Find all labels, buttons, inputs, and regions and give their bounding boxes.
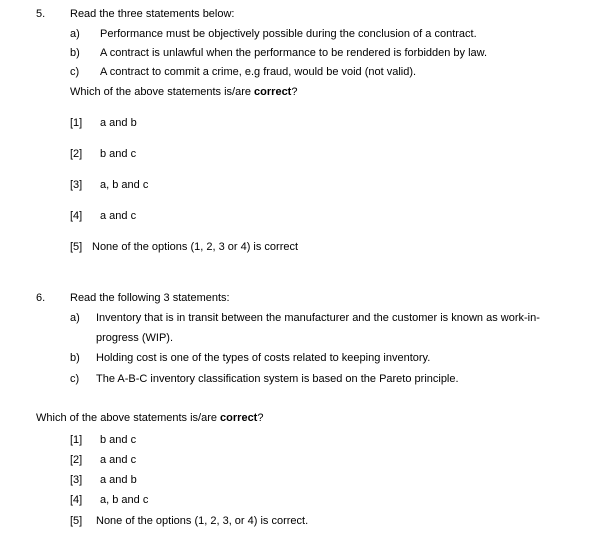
option-text: b and c <box>100 434 137 446</box>
prompt-bold: correct <box>254 86 292 98</box>
option-text: None of the options (1, 2, 3 or 4) is correct <box>92 241 299 253</box>
statement-label: a) <box>70 28 80 40</box>
prompt-suffix: ? <box>257 412 264 424</box>
option-text: a, b and c <box>100 494 149 506</box>
statement-text: A contract to commit a crime, e.g fraud, would be void (not valid). <box>100 66 417 78</box>
statement-text: A contract is unlawful when the performance to be rendered is forbidden by law. <box>100 47 488 59</box>
statement-text: Performance must be objectively possible during the conclusion of a contract. <box>100 28 477 40</box>
option-text: None of the options (1, 2, 3, or 4) is correct. <box>96 515 309 527</box>
option-number: [2] <box>70 454 83 466</box>
question-intro: Read the following 3 statements: <box>70 292 230 304</box>
prompt-suffix: ? <box>291 86 298 98</box>
option-text: a and c <box>100 454 137 466</box>
option-number: [4] <box>70 210 83 222</box>
statement-text: Holding cost is one of the types of costs related to keeping inventory. <box>96 352 431 364</box>
statement-text: Inventory that is in transit between the manufacturer and the customer is known as work-in- <box>96 312 540 324</box>
option-number: [1] <box>70 434 83 446</box>
prompt-prefix: Which of the above statements is/are <box>36 412 221 424</box>
option-text: a, b and c <box>100 179 149 191</box>
option-text: a and b <box>100 117 137 129</box>
statement-label: c) <box>70 66 80 78</box>
question-prompt <box>70 86 297 99</box>
prompt-prefix: Which of the above statements is/are <box>70 86 255 98</box>
option-number: [2] <box>70 148 83 160</box>
option-number: [3] <box>70 474 83 486</box>
question-prompt <box>36 412 263 425</box>
option-text: a and c <box>100 210 137 222</box>
option-number: [5] <box>70 515 83 527</box>
option-number: [3] <box>70 179 83 191</box>
question-intro: Read the three statements below: <box>70 8 235 20</box>
statement-label: c) <box>70 373 80 385</box>
option-number: [1] <box>70 117 83 129</box>
statement-label: a) <box>70 312 80 324</box>
statement-label: b) <box>70 47 80 59</box>
option-number: [4] <box>70 494 83 506</box>
prompt-bold: correct <box>220 412 258 424</box>
question-number: 6. <box>36 292 46 304</box>
option-text: a and b <box>100 474 137 486</box>
statement-label: b) <box>70 352 80 364</box>
option-number: [5] <box>70 241 83 253</box>
statement-text-continued: progress (WIP). <box>96 332 174 344</box>
option-text: b and c <box>100 148 137 160</box>
statement-text: The A-B-C inventory classification system is based on the Pareto principle. <box>96 373 459 385</box>
question-number: 5. <box>36 8 46 20</box>
